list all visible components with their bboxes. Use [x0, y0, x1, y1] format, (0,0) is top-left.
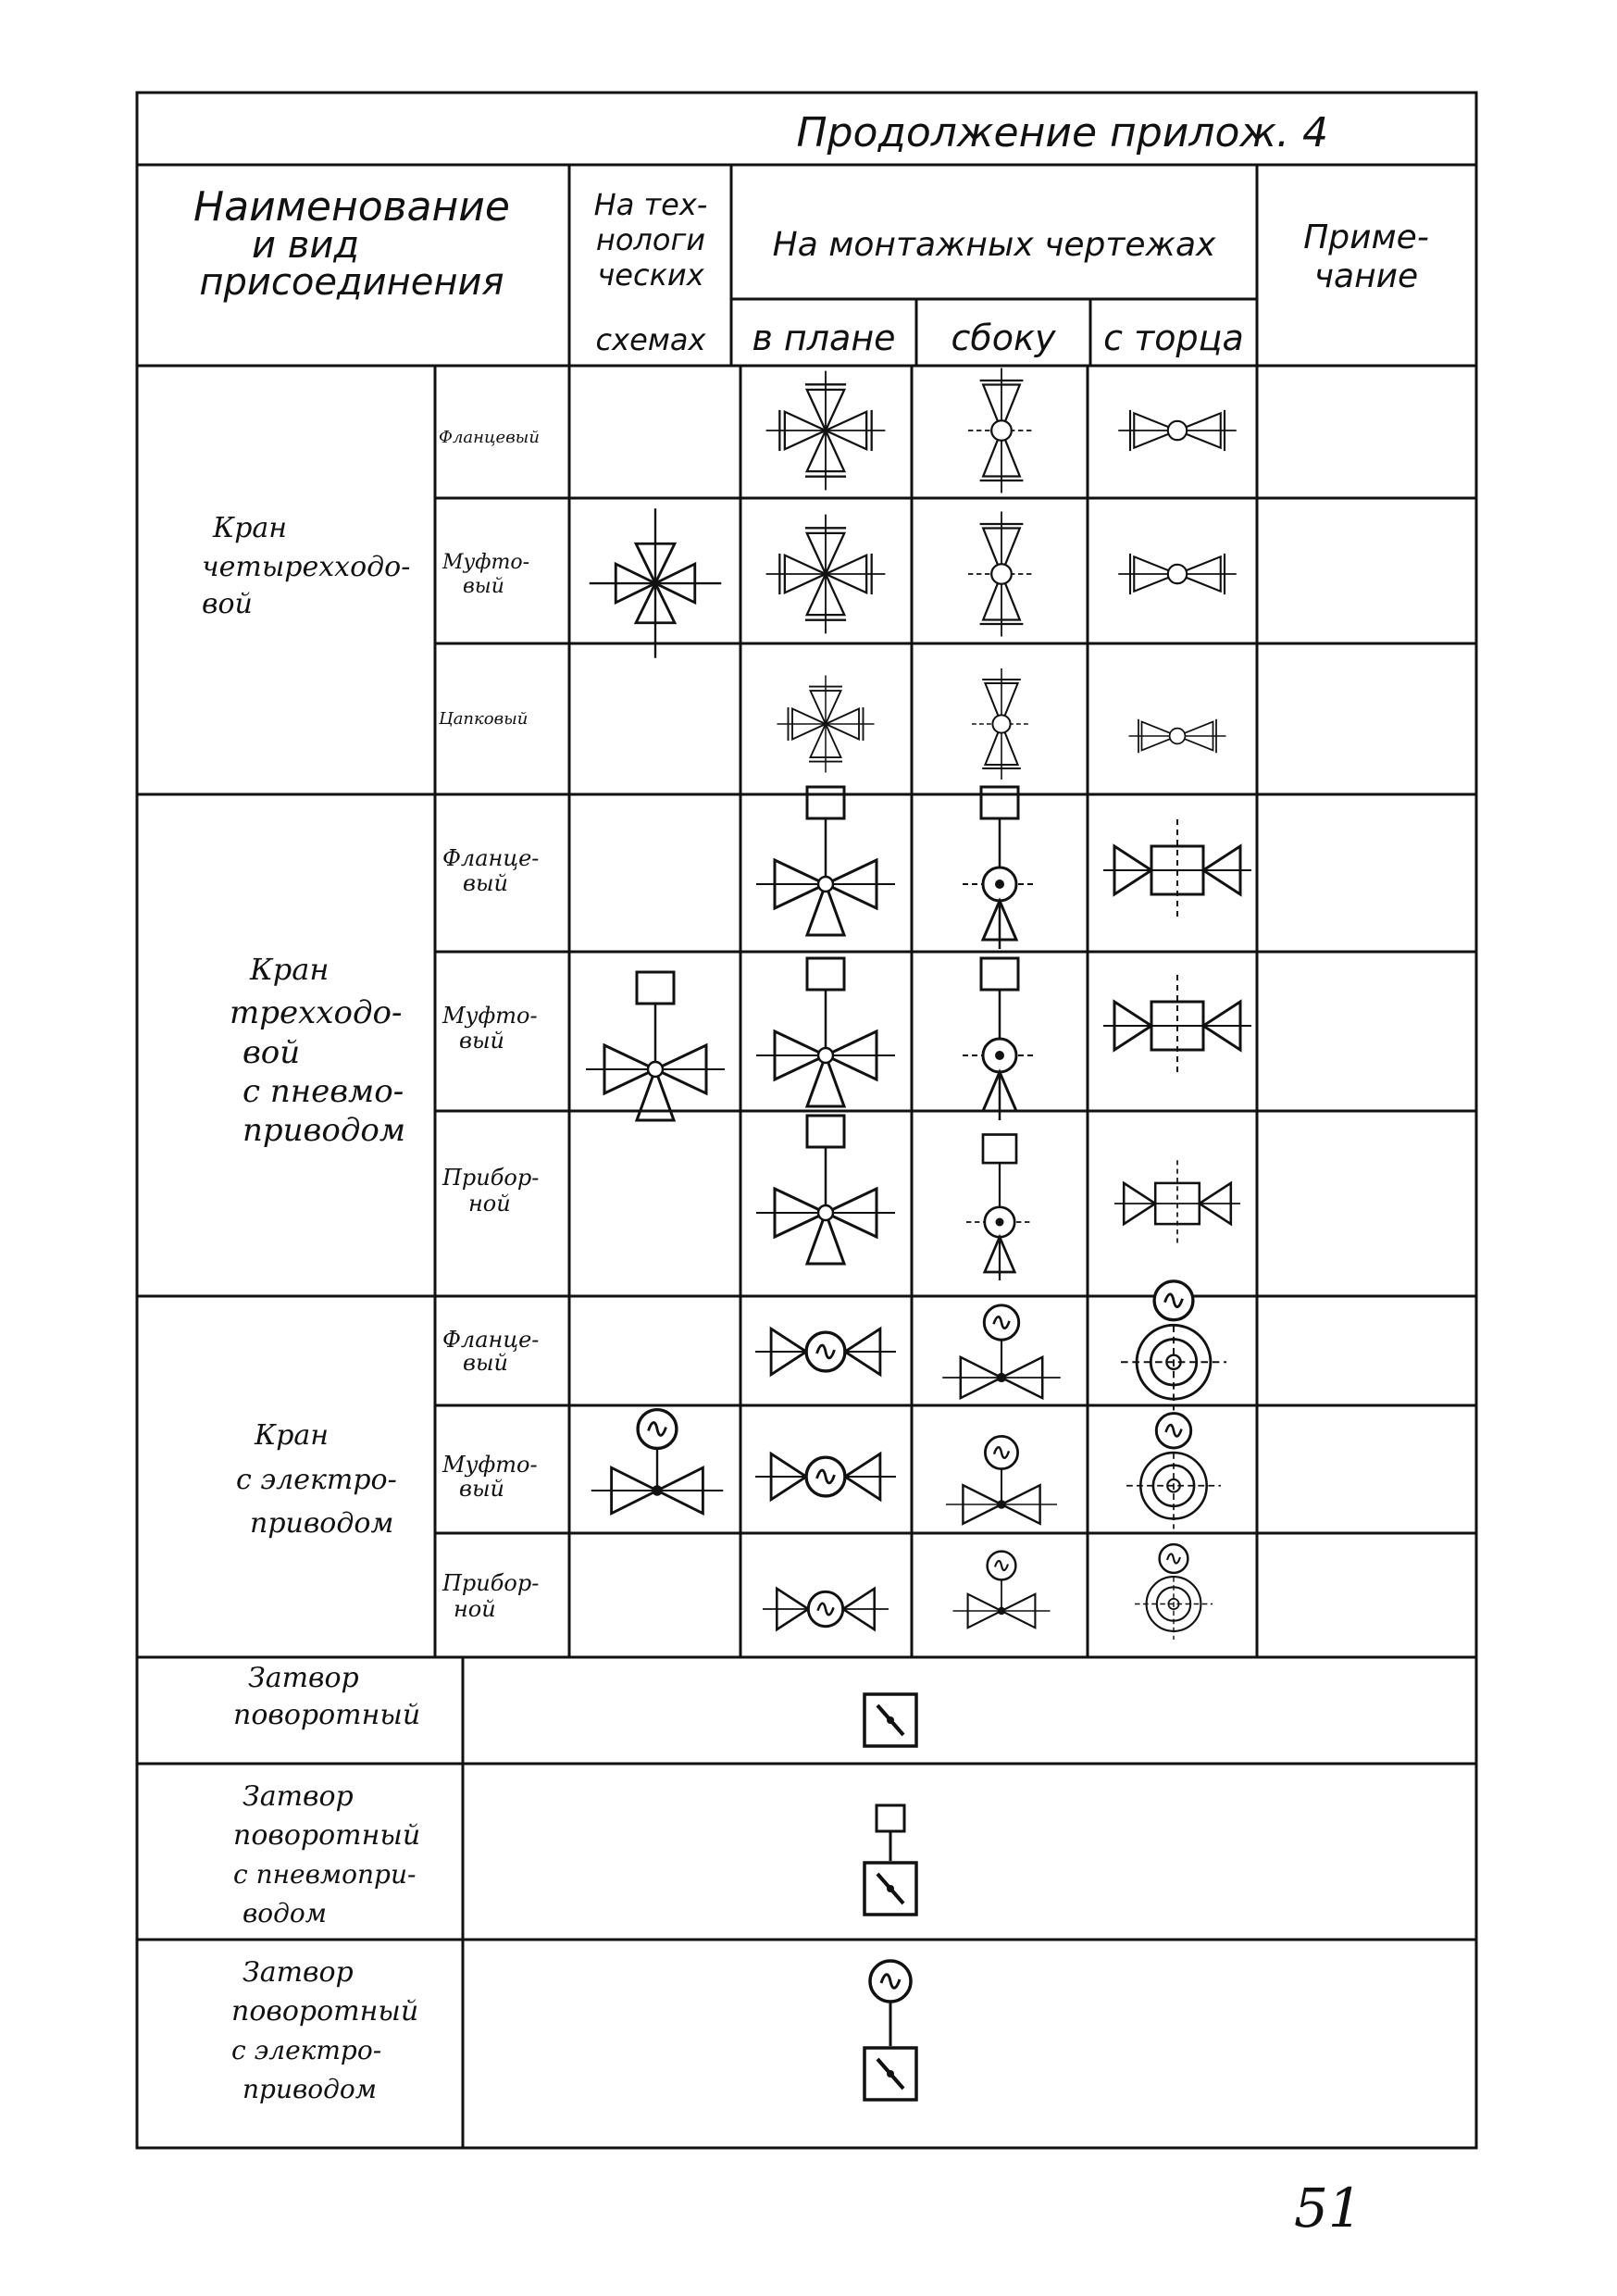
connection-label: Муфто-	[442, 551, 530, 574]
fourway-side-symbol	[972, 668, 1031, 780]
connection-label: Фланцевый	[439, 428, 540, 447]
header-name-line-2: и вид	[252, 224, 359, 267]
shutter-pneumatic-symbol	[864, 1805, 916, 1915]
shutter-name-line: Затвор	[248, 1662, 359, 1694]
header-note-line-1: Приме-	[1303, 218, 1429, 256]
shutter-rows	[231, 1662, 916, 2104]
connection-label: ной	[454, 1596, 496, 1622]
continuation-label: Продолжение прилож. 4	[796, 109, 1328, 156]
connection-label: Муфто-	[442, 1003, 538, 1029]
electric-tech-symbol	[591, 1410, 724, 1514]
shutter-name-line: с электро-	[231, 2035, 382, 2065]
shutter-name-line: поворотный	[231, 1995, 419, 2028]
connection-label: Прибор-	[442, 1165, 540, 1191]
shutter-electric-symbol	[864, 1961, 916, 2100]
fourway-end-symbol	[1118, 410, 1237, 451]
group-electric	[236, 1281, 1226, 1640]
electric-end-symbol	[1135, 1544, 1213, 1640]
header-side-label: сбоку	[951, 318, 1056, 358]
connection-label: вый	[459, 1028, 504, 1054]
fourway-plan-symbol	[766, 515, 886, 634]
electric-side-symbol	[942, 1305, 1061, 1398]
shutter-symbol	[864, 1694, 916, 1746]
shutter-name-line: приводом	[243, 2074, 377, 2104]
group-name-line: Кран	[213, 512, 288, 544]
electric-plan-symbol	[755, 1454, 896, 1499]
header-name-line-1: Наименование	[193, 183, 510, 231]
shutter-name-line: Затвор	[243, 1956, 354, 1989]
header-note-cell	[1303, 218, 1429, 295]
shutter-name-line: Затвор	[243, 1780, 354, 1813]
connection-label: вый	[459, 1476, 504, 1502]
header-tech-line-3: ческих	[597, 257, 704, 293]
shutter-name-line: поворотный	[233, 1819, 421, 1852]
shutter-name-line: с пневмопри-	[233, 1859, 417, 1890]
header-tech-line-4: схемах	[595, 322, 706, 357]
electric-plan-symbol	[755, 1329, 896, 1374]
electric-side-symbol	[953, 1552, 1051, 1628]
header-end-label: с торца	[1103, 318, 1244, 358]
connection-label: вый	[463, 1350, 508, 1376]
header-tech-line-1: На тех-	[593, 187, 708, 222]
threeway-pneumatic-side-symbol	[963, 787, 1037, 949]
header-plan-label: в плане	[752, 318, 896, 358]
header-name-cell	[193, 183, 510, 304]
threeway-pneumatic-plan-symbol	[756, 787, 895, 935]
threeway-pneumatic-end-symbol	[1114, 1160, 1240, 1247]
group-name-line: с электро-	[236, 1464, 397, 1496]
header-mount-label: На монтажных чертежах	[772, 226, 1216, 264]
threeway-pneumatic-tech-symbol	[586, 972, 725, 1120]
fourway-plan-symbol	[777, 676, 875, 773]
group-name-line: с пневмо-	[243, 1073, 404, 1110]
threeway-pneumatic-plan-symbol	[756, 958, 895, 1106]
connection-label: Муфто-	[442, 1452, 538, 1478]
group-name-line: трехходо-	[230, 994, 403, 1031]
shutter-name-line: поворотный	[233, 1699, 421, 1731]
header-tech-cell	[594, 187, 708, 357]
group-name-line: четырехходо-	[202, 551, 411, 583]
group-fourway	[202, 368, 1237, 780]
connection-label: вый	[463, 575, 504, 598]
electric-side-symbol	[946, 1436, 1057, 1523]
group-name-line: Кран	[255, 1419, 330, 1452]
header-tech-line-2: нологи	[595, 222, 706, 257]
connection-label: Фланце-	[442, 1327, 540, 1353]
connection-label: Прибор-	[442, 1570, 540, 1596]
connection-label: Цапковый	[439, 709, 529, 729]
header-name-line-3: присоединения	[199, 261, 504, 304]
fourway-tech-symbol	[590, 508, 722, 658]
fourway-plan-symbol	[766, 371, 886, 491]
threeway-pneumatic-side-symbol	[966, 1135, 1033, 1281]
page-number: 51	[1294, 2177, 1362, 2240]
group-name-line: вой	[243, 1034, 301, 1071]
connection-label: Фланце-	[442, 845, 540, 871]
group-name-line: приводом	[243, 1112, 406, 1149]
group-name-line: Кран	[250, 952, 330, 987]
header-note-line-2: чание	[1313, 257, 1419, 295]
group-name-line: вой	[202, 588, 253, 620]
electric-plan-symbol	[763, 1589, 889, 1629]
connection-label: ной	[468, 1191, 511, 1217]
connection-label: вый	[463, 870, 508, 896]
threeway-pneumatic-plan-symbol	[756, 1116, 895, 1264]
fourway-end-symbol	[1118, 554, 1237, 594]
fourway-side-symbol	[968, 512, 1035, 637]
threeway-pneumatic-side-symbol	[963, 958, 1037, 1120]
shutter-name-line: водом	[243, 1898, 327, 1928]
threeway-pneumatic-end-symbol	[1103, 975, 1251, 1077]
electric-end-symbol	[1126, 1414, 1221, 1529]
group-name-line: приводом	[250, 1507, 394, 1540]
fourway-end-symbol	[1129, 719, 1226, 753]
threeway-pneumatic-end-symbol	[1103, 819, 1251, 921]
electric-end-symbol	[1121, 1281, 1226, 1411]
fourway-side-symbol	[968, 368, 1035, 493]
